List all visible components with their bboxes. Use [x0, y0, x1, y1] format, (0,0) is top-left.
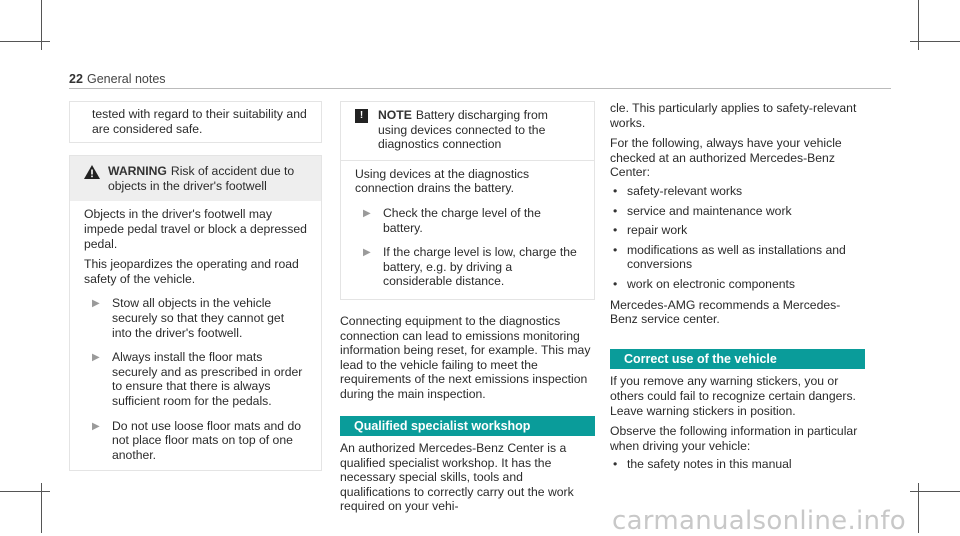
crop-mark — [918, 0, 919, 50]
body-paragraph: An authorized Mercedes-Benz Center is a qualified specialist workshop. It has the necessary special skills, tools and qualifications to correctly carry out the work required on your vehi- — [340, 441, 574, 514]
list-item: • work on electronic components — [610, 277, 865, 292]
body-paragraph: For the following, always have your vehicle checked at an authorized Mercedes-Benz Center: — [610, 136, 842, 180]
warning-step — [84, 419, 307, 463]
note-box — [340, 101, 595, 300]
note-step-text: If the charge level is low, charge the battery, e.g. by driving a considerable distance. — [383, 245, 577, 289]
crop-mark — [0, 41, 50, 42]
note-icon: ! — [355, 109, 368, 123]
warning-step-text: Always install the floor mats securely and as prescribed in order to ensure that there is always sufficient room for the pedals. — [112, 350, 303, 408]
step-arrow-icon: ▶ — [92, 352, 100, 364]
note-step — [355, 206, 580, 235]
warning-keyword: WARNING — [108, 164, 167, 179]
body-paragraph: Connecting equipment to the diagnostics connection can lead to emissions monitoring information being reset, for example. This may lead to the vehicle failing to meet the requirements of the next emissions inspection during the main inspection. — [340, 313, 591, 401]
note-step-text: Check the charge level of the battery. — [383, 205, 541, 235]
page-number: 22 — [69, 72, 83, 86]
continued-box — [69, 101, 322, 143]
watermark-logo: carmanualsonline.info — [611, 506, 906, 536]
list-item: • the safety notes in this manual — [610, 457, 865, 472]
warning-step — [84, 296, 307, 340]
body-paragraph: Observe the following information in particular when driving your vehicle: — [610, 424, 858, 453]
continued-box-text: tested with regard to their suitability and are considered safe. — [92, 107, 307, 136]
column-left — [69, 101, 322, 471]
warning-paragraph: This jeopardizes the operating and road safety of the vehicle. — [84, 257, 299, 286]
warning-paragraph: Objects in the driver's footwell may impede pedal travel or block a depressed pedal. — [84, 207, 307, 251]
header-rule — [69, 88, 891, 89]
note-header — [341, 102, 594, 160]
section-heading: Qualified specialist workshop — [340, 416, 595, 437]
warning-header — [70, 156, 321, 201]
list-item: • modifications as well as installations and conversions — [610, 243, 865, 272]
note-body — [341, 160, 594, 299]
list-item: • service and maintenance work — [610, 204, 865, 219]
warning-step-text: Stow all objects in the vehicle securely so that they cannot get into the driver's footwell. — [112, 296, 285, 340]
warning-title: Risk of accident due to objects in the driver's footwell — [108, 164, 295, 193]
crop-mark — [910, 41, 960, 42]
note-keyword: NOTE — [378, 108, 412, 122]
warning-step — [84, 350, 307, 408]
column-middle — [340, 101, 595, 520]
section-heading: Correct use of the vehicle — [610, 349, 865, 370]
crop-mark — [41, 0, 42, 50]
warning-box — [69, 155, 322, 471]
note-step — [355, 245, 580, 289]
note-paragraph: Using devices at the diagnostics connection drains the battery. — [355, 166, 530, 196]
crop-mark — [910, 491, 960, 492]
bullet-list — [610, 184, 865, 292]
warning-step-text: Do not use loose floor mats and do not place floor mats on top of one another. — [112, 418, 302, 462]
step-arrow-icon: ▶ — [92, 420, 100, 432]
body-paragraph: Mercedes-AMG recommends a Mercedes-Benz service center. — [610, 297, 841, 327]
list-item: • safety-relevant works — [610, 184, 865, 199]
step-arrow-icon: ▶ — [92, 298, 100, 310]
section-header-title: General notes — [87, 72, 166, 86]
body-paragraph: cle. This particularly applies to safety-relevant works. — [610, 101, 857, 130]
warning-triangle-icon — [84, 165, 100, 179]
crop-mark — [0, 491, 50, 492]
list-item: • repair work — [610, 223, 865, 238]
bullet-list — [610, 457, 865, 472]
column-right — [610, 101, 865, 478]
step-arrow-icon: ▶ — [363, 207, 371, 219]
note-title: Battery discharging from using devices connected to the diagnostics connection — [378, 108, 548, 152]
step-arrow-icon: ▶ — [363, 247, 371, 259]
body-paragraph: If you remove any warning stickers, you or others could fail to recognize certain dangers. Leave warning stickers in position. — [610, 374, 856, 418]
